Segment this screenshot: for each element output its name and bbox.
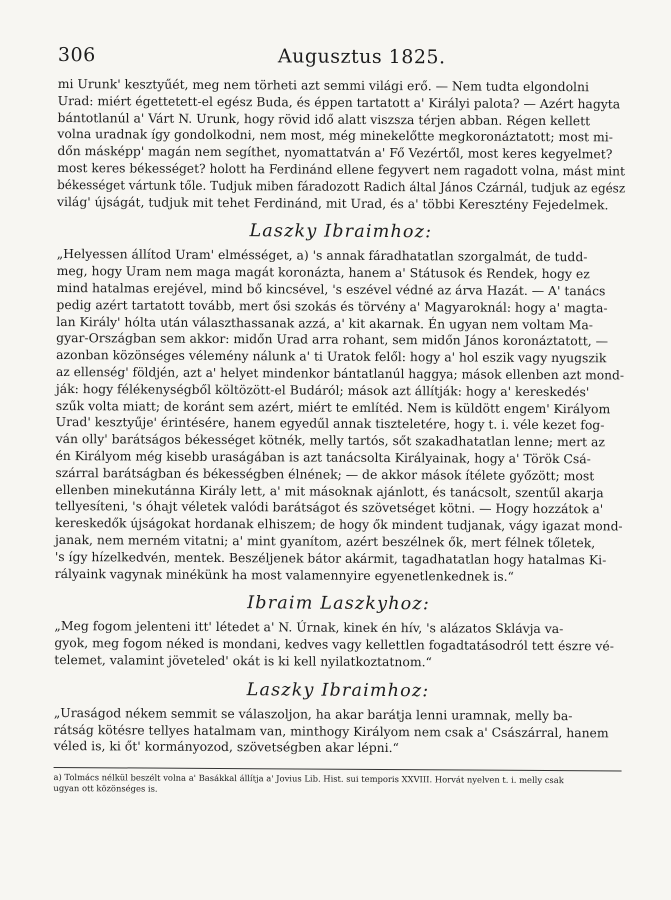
text-line: békességet vártunk tőle. Tudjuk miben fáradozott Radich által János Czárnál, tudjuk az egész <box>57 176 626 196</box>
text-line: rátság kötésre tellyes hatalmam van, minthogy Királyom nem csak a' Császárral, hanem <box>53 721 609 740</box>
text-line: lan Király' hólta után választhassanak azzá, a' kit akarnak. Én ugyan nem voltam Ma- <box>56 313 594 332</box>
text-line: janak, nem merném vitatni; a' mint gyanítom, azért beszélnek ők, mert félnek tőletek, <box>54 531 596 551</box>
footnote-line: a) Tolmács nélkül beszélt volna a' Basákkal állítja a' Jovius Lib. Hist. sui temporis XXVIII. Horvát nyelven t. i. melly csak <box>53 772 564 786</box>
text-line: gyar-Országban sem akkor: midőn Urad arra rohant, sem midőn János koronáztatott, — <box>56 330 609 349</box>
book-page <box>53 44 626 798</box>
text-line: Urad' kesztyűje' érintésére, hanem egyedűl annak tiszteletére, hogy t. i. véle kezet fog- <box>55 414 605 433</box>
text-line: 's így hízelkedvén, mentek. Beszéljenek bátor akármit, tagadhatatlan hogy hatalmas Ki- <box>54 548 607 568</box>
text-line: telemet, valamint jöveteled' okát is ki kell nyilatkoztatnom.“ <box>54 651 432 670</box>
text-line: rályaink vagynak minékünk ha most valamennyire egyenetlenkednek is.“ <box>54 565 514 584</box>
running-title: Augusztus 1825. <box>277 45 446 69</box>
text-line: „Meg fogom jelenteni itt' létedet a' N. Úrnak, kinek én hív, 's alázatos Sklávja va- <box>54 618 564 637</box>
text-line: volna uradnak így gondolkodni, nem most, még minekelőtte megkoronáztatott; most mi- <box>57 126 613 145</box>
text-line: Urad: miért égettetett-el egész Buda, és éppen tartatott a' Királyi palota? — Azért hagyta <box>57 92 621 112</box>
text-line: most keres békességet? holott ha Ferdinánd ellene fegyvert nem ragadott volna, mást mint <box>57 159 626 179</box>
text-line: én Királyom még kisebb uraságában is azt tanácsolta Királyainak, hogy a' Török Csá- <box>55 447 591 467</box>
text-line: világ' újságát, tudjuk mit tehet Ferdinánd, mit Urad, és a' többi Keresztény Fejedelmek. <box>56 193 609 212</box>
text-line: azonban közönséges vélemény nálunk a' ti Uratok felől: hogy a' hol eszik vagy nyugszik <box>56 347 607 366</box>
letter-body-1 <box>55 246 625 585</box>
letter-body-2 <box>54 618 622 672</box>
text-line: „Uraságod nékem semmit se válaszoljon, ha akar barátja lenni uramnak, melly ba- <box>53 704 573 723</box>
text-line: az ellenség' földjén, azt a' helyet mindenkor bántatlanúl haggya; mások ellenben azt mond- <box>55 363 625 383</box>
text-line: szárral barátságban és békességben élnének; — de akkor mások ítélete győzött; most <box>55 464 595 484</box>
text-line: ellenben minekutánna Király lett, a' mit másoknak ajánlott, és tanácsolt, szentűl akarja <box>55 481 604 500</box>
text-line: mi Urunk' kesztyűét, meg nem törheti azt semmi világi erő. — Nem tudta elgondolni <box>57 75 590 95</box>
text-line: gyok, meg fogom néked is mondani, kedves vagy kellettlen fogadtatásodról tett észre vé- <box>54 635 614 654</box>
letter-heading-3: Laszky Ibraimhoz: <box>246 679 430 701</box>
text-line: kereskedők újságokat hordanak elhiszem; de hogy ők mindent tudjanak, vágy igazat mond- <box>55 515 623 534</box>
footnote <box>53 772 621 797</box>
text-line: pedig azért tartatott tovább, mert ősi szokás és törvény a' Magyaroknál: hogy a' magta- <box>56 296 608 316</box>
letter-heading-1: Laszky Ibraimhoz: <box>249 221 433 243</box>
text-line: bántotlanúl a' Várt N. Urunk, hogy rövid idő alatt viszsza térjen abban. Régen kellett <box>57 109 591 128</box>
text-line: „Helyessen állítod Uram' elmésséget, a) 's annak fáradhatatlan szorgalmát, de tudd- <box>56 246 588 265</box>
letter-body-3 <box>54 705 622 759</box>
text-line: dőn másképp' magán nem segíthet, nyomattatván a' Fő Vezértől, most keres kegyelmet? <box>57 143 613 162</box>
footnote-divider <box>54 767 622 771</box>
text-line: mind hatalmas erejével, mind bő kincsével, 's eszével védné az árva Hazát. — A' tanács <box>56 279 606 299</box>
page-header <box>58 44 626 75</box>
text-line: ják: hogy félékenységből költözött-el Budáról; mások azt állítják: hogy a' kereskedés' <box>55 380 590 400</box>
text-line: szűk volta miatt; de koránt sem azért, miért te említéd. Nem is küldött engem' Királyom <box>55 397 611 416</box>
text-line: meg, hogy Uram nem maga magát koronázta, hanem a' Státusok és Rendek, hogy ez <box>56 263 590 282</box>
text-line: ván olly' barátságos békességet kötnék, melly tartós, sőt szakadhatatlan lenne; mert az <box>55 431 605 450</box>
intro-paragraph <box>57 76 626 214</box>
text-line: tellyesíteni, 's óhajt véletek valódi barátságot és szövetséget kötni. — Hogy hozzátok a' <box>55 498 604 517</box>
text-line: véled is, ki őt' kormányozod, szövetségben akar lépni.“ <box>53 738 399 756</box>
page-number: 306 <box>57 44 96 67</box>
letter-heading-2: Ibraim Laszkyhoz: <box>247 593 431 615</box>
footnote-line: ugyan ott közönséges is. <box>53 783 158 794</box>
